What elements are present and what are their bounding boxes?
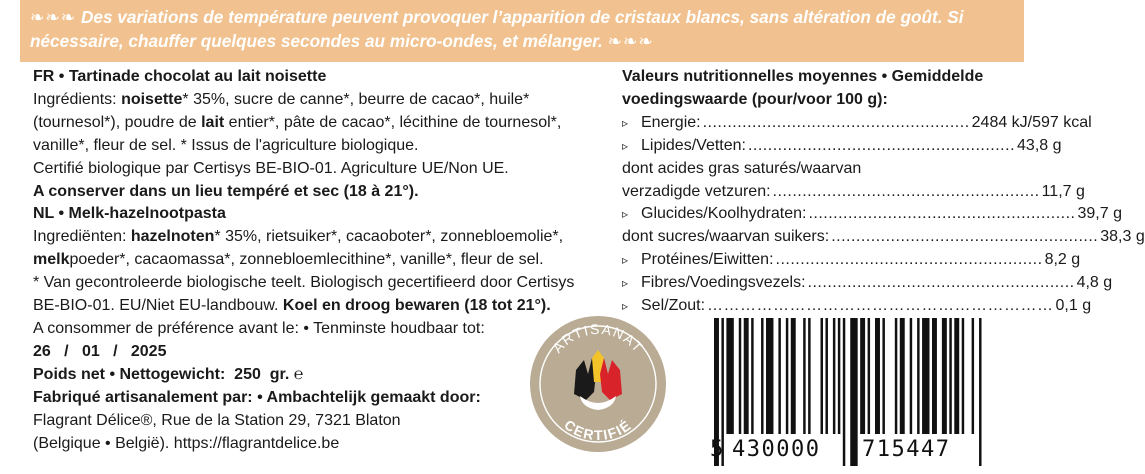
bbd-sep-2: / (113, 342, 118, 360)
nutrition-row-leader-dots: ...................................................... (831, 228, 1099, 246)
barcode-bar (922, 318, 929, 434)
ornament-right-icon: ❧❧❧ (607, 31, 654, 51)
barcode-bar (726, 318, 733, 434)
nl-ing-label: Ingrediënten: (33, 228, 131, 246)
nutrition-row (622, 158, 992, 181)
barcode-bar (739, 318, 741, 434)
triangle-bullet-icon: ▹ (622, 299, 629, 314)
barcode-bar (875, 318, 880, 434)
nutrition-row-label: dont acides gras saturés/waarvan (622, 159, 862, 177)
barcode-bar (972, 318, 974, 434)
best-before-label: A consommer de préférence avant le: • Tenminste houdbaar tot: (33, 319, 485, 337)
barcode-bar (791, 318, 796, 434)
nutrition-row-value: 2484 kJ/597 kcal (971, 113, 1092, 131)
triangle-bullet-icon: ▹ (622, 207, 629, 222)
nutrition-row-leader-dots: ...................................................... (808, 205, 1076, 223)
maker-country-url: (Belgique • België). https://flagrantdelice.be (33, 434, 340, 452)
fr-certification: Certifié biologique par Certisys BE-BIO-01. Agriculture UE/Non UE. (33, 159, 509, 177)
net-weight-unit: gr. (269, 365, 290, 383)
nl-ing-part1: * 35%, rietsuiker*, cacaoboter*, zonnebloemolie*, (214, 228, 564, 246)
nutrition-row-leader-dots: ...................................................... (772, 182, 1040, 200)
nutrition-row-label-group (622, 112, 701, 135)
barcode-bar (786, 318, 788, 434)
bbd-month: 01 (81, 342, 100, 360)
barcode-bar (910, 318, 912, 434)
bbd-day: 26 (33, 342, 51, 360)
nutrition-row-label: Glucides/Koolhydraten: (641, 205, 807, 223)
nutrition-row-label-group (622, 135, 746, 158)
nutrition-row-label-group (622, 203, 806, 226)
seal-bottom-text: CERTIFIÉ (561, 416, 635, 444)
net-weight-label: Poids net • Nettogewicht: (33, 365, 226, 383)
nl-heading: NL • Melk-hazelnootpasta (33, 205, 226, 223)
artisanat-certifie-seal (528, 296, 668, 466)
barcode-bar (838, 318, 840, 434)
barcode-bar (954, 318, 959, 434)
nutrition-row-value: 39,7 g (1077, 205, 1122, 223)
nutrition-row (622, 249, 1081, 272)
nl-storage: Koel en droog bewaren (18 tot 21°). (282, 297, 551, 315)
nl-certification: BE-BIO-01. EU/Niet EU-landbouw. (33, 297, 283, 315)
barcode-bar (778, 318, 780, 434)
nutrition-row (622, 295, 1092, 318)
barcode-bar (766, 318, 773, 434)
nutrition-row-value: 0,1 g (1055, 297, 1092, 315)
nutrition-row (622, 181, 1085, 204)
nutrition-row (622, 226, 1145, 249)
nutrition-row (622, 203, 1122, 226)
barcode-bar (882, 318, 884, 434)
nutrition-row-value: 4,8 g (1076, 274, 1113, 292)
fr-storage: A conserver dans un lieu tempéré et sec (18 à 21°). (33, 182, 419, 200)
nutrition-row-label: Protéines/Eiwitten: (641, 251, 774, 269)
nutrition-row-label: Fibres/Voedingsvezels: (641, 274, 806, 292)
nutrition-row-label: Sel/Zout: (641, 297, 706, 315)
nutrition-row-leader-dots: ...................................................... (702, 113, 970, 131)
barcode-bar (751, 318, 753, 434)
barcode-bar (761, 318, 763, 434)
barcode-bar (808, 318, 810, 434)
barcode-bar (917, 318, 919, 434)
barcode-digits (710, 437, 988, 469)
barcode-bar (744, 318, 749, 434)
triangle-bullet-icon: ▹ (622, 253, 629, 268)
nutrition-title-2: voedingswaarde (pour/voor 100 g): (622, 90, 888, 108)
triangle-bullet-icon: ▹ (622, 138, 629, 153)
seal-top-text: ARTISANAT (549, 320, 647, 356)
fr-ingredients-line-1 (33, 89, 618, 112)
bbd-sep-1: / (64, 342, 69, 360)
fr-heading: FR • Tartinade chocolat au lait noisette (33, 68, 327, 85)
barcode-digits-right: 715447 (862, 437, 951, 462)
nutrition-row-value: 38,3 g (1100, 228, 1145, 246)
net-weight-value: 250 (234, 365, 261, 383)
triangle-bullet-icon: ▹ (622, 115, 629, 130)
fr-ing-part2a: (tournesol*), poudre de (33, 113, 202, 131)
nutrition-row-leader-dots: ...................................................... (807, 274, 1075, 292)
maker-address: Flagrant Délice®, Rue de la Station 29, 7321 Blaton (33, 411, 401, 429)
banner-text: Des variations de température peuvent provoquer l’apparition de cristaux blancs, sans altération de goût. Si nécessaire, chauffer quelques secondes au micro-ondes, et mélanger. (30, 7, 964, 51)
fr-ing-part1: * 35%, sucre de canne*, beurre de cacao*, huile* (182, 90, 530, 108)
nutrition-row (622, 272, 1113, 295)
nutrition-row-value: 43,8 g (1017, 136, 1062, 154)
maker-label: Fabriqué artisanalement par: • Ambachtelijk gemaakt door: (33, 388, 481, 406)
fr-ingredients-line-3: vanille*, fleur de sel. * Issus de l'agriculture biologique. (33, 136, 419, 154)
barcode-bar (900, 318, 905, 434)
bbd-year: 2025 (130, 342, 167, 360)
nutrition-rows (622, 112, 1145, 318)
ornament-left-icon: ❧❧❧ (30, 7, 77, 27)
nutrition-row (622, 135, 1062, 158)
barcode-bar (821, 318, 823, 434)
nutrition-row-label: verzadigde vetzuren: (622, 182, 771, 200)
nutrition-row-label: dont sucres/waarvan suikers: (622, 228, 830, 246)
nutrition-row-label-group (622, 249, 774, 272)
nutrition-row-leader-dots: ……………………………………………………… (707, 297, 1054, 315)
nutrition-row-leader-dots: ...................................................... (775, 251, 1043, 269)
barcode-digits-left: 430000 (732, 437, 821, 462)
nutrition-row (622, 112, 1092, 135)
nutrition-title-1: Valeurs nutritionnelles moyennes • Gemiddelde (622, 68, 984, 85)
nl-ing-part2: poeder*, cacaomassa*, zonnebloemlecithine*, vanille*, fleur de sel. (69, 251, 544, 269)
barcode-bar (942, 318, 947, 434)
barcode-bar (895, 318, 897, 434)
barcode-bar (833, 318, 835, 434)
nutrition-row-label-group (622, 181, 771, 204)
fr-ingredients-line-2 (33, 112, 618, 135)
nutrition-row-label-group (622, 226, 829, 249)
barcode-bar (949, 318, 951, 434)
barcode-bar (803, 318, 805, 434)
barcode-bar (868, 318, 870, 434)
nutrition-table (622, 66, 1145, 318)
barcode-bar (860, 318, 865, 434)
fr-ing-part2b: entier*, pâte de cacao*, lécithine de tournesol*, (224, 113, 562, 131)
nl-allergen-hazelnoten: hazelnoten (130, 228, 215, 246)
nutrition-row-value: 8,2 g (1044, 251, 1081, 269)
barcode-bar (962, 318, 964, 434)
nl-ingredients-line-3: * Van gecontroleerde biologische teelt. Biologisch gecertifieerd door Certisys (33, 274, 575, 292)
e-mark-icon: ℮ (293, 365, 304, 383)
nutrition-row-value: 11,7 g (1041, 182, 1085, 200)
fr-allergen-noisette: noisette (121, 90, 183, 108)
nutrition-row-label: Lipides/Vetten: (641, 136, 746, 154)
triangle-bullet-icon: ▹ (622, 276, 629, 291)
storage-notice-banner (20, 0, 1024, 62)
nl-allergen-melk: melk (33, 251, 70, 269)
barcode-bar (825, 318, 827, 434)
barcode-bar (932, 318, 937, 434)
nutrition-row-leader-dots: ...................................................... (747, 136, 1016, 154)
barcode-digit-first: 5 (710, 437, 724, 462)
nl-ingredients-line-2 (33, 249, 618, 272)
fr-allergen-lait: lait (201, 113, 225, 131)
nl-ingredients-line-1 (33, 226, 618, 249)
nutrition-row-label-group (622, 272, 806, 295)
nutrition-row-label: Energie: (641, 113, 701, 131)
fr-ing-label: Ingrédients: (33, 90, 122, 108)
